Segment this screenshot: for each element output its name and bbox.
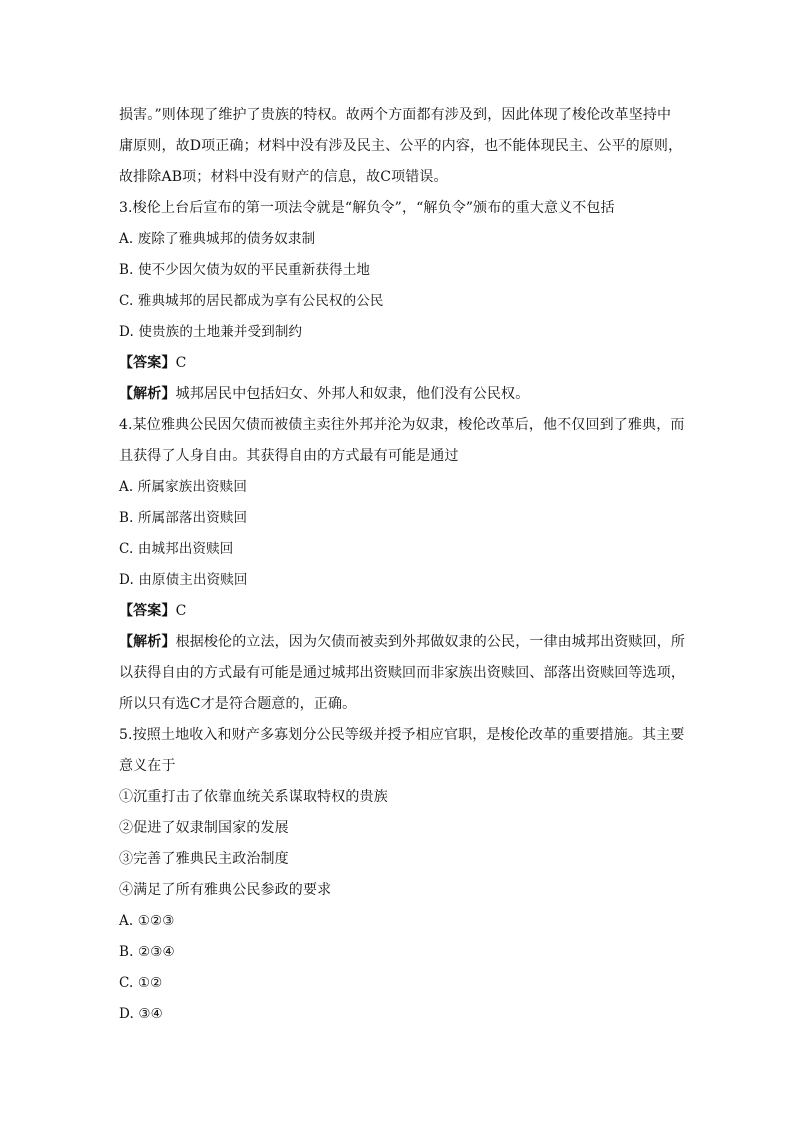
answer-value: C [175,603,187,619]
analysis-tag: 【解析】 [119,386,176,402]
question-4-analysis-line: 所以只有选C才是符合题意的，正确。 [119,696,357,712]
document-body [119,100,686,1030]
question-5-option-a: A. ①②③ [119,913,175,929]
question-5-item: ②促进了奴隶制国家的发展 [119,820,289,836]
question-4-stem-line: 且获得了人身自由。其获得自由的方式最有可能是通过 [119,448,459,464]
question-5-option-c: C. ①② [119,975,163,991]
question-5-item: ①沉重打击了依靠血统关系谋取特权的贵族 [119,789,388,805]
question-4-option-b: B. 所属部落出资赎回 [119,510,248,526]
question-5-option-b: B. ②③④ [119,944,175,960]
question-3-option-c: C. 雅典城邦的居民都成为享有公民权的公民 [119,293,384,309]
question-5-item: ④满足了所有雅典公民参政的要求 [119,882,332,898]
question-3-stem: 3.梭伦上台后宣布的第一项法令就是“解负令”，“解负令”颁布的重大意义不包括 [119,200,615,216]
answer-tag: 【答案】 [119,355,176,371]
question-4-option-a: A. 所属家族出资赎回 [119,479,247,495]
text-line: 庸原则，故D项正确；材料中没有涉及民主、公平的内容，也不能体现民主、公平的原则， [119,138,683,154]
analysis-text: 城邦居民中包括妇女、外邦人和奴隶，他们没有公民权。 [175,386,530,402]
question-3-option-a: A. 废除了雅典城邦的债务奴隶制 [119,231,316,247]
question-4-stem-line: 4.某位雅典公民因欠债而被债主卖往外邦并沦为奴隶，梭伦改革后，他不仅回到了雅典，而 [119,417,685,433]
question-3-option-d: D. 使贵族的土地兼并受到制约 [119,324,303,340]
question-4-option-d: D. 由原债主出资赎回 [119,572,248,588]
question-5-stem-line: 5.按照土地收入和财产多寡划分公民等级并授予相应官职，是梭伦改革的重要措施。其主要 [119,727,685,743]
analysis-tag: 【解析】 [119,634,176,650]
question-5-item: ③完善了雅典民主政治制度 [119,851,289,867]
question-3-option-b: B. 使不少因欠债为奴的平民重新获得土地 [119,262,371,278]
question-3-analysis [119,379,679,410]
question-3-answer [119,348,679,379]
question-4-analysis-line: 以获得自由的方式最有可能是通过城邦出资赎回而非家族出资赎回、部落出资赎回等选项， [119,665,685,681]
question-5-option-d: D. ③④ [119,1006,163,1022]
question-4-answer [119,596,679,627]
answer-value: C [175,355,187,371]
question-4-option-c: C. 由城邦出资赎回 [119,541,234,557]
text-line: 损害。”则体现了维护了贵族的特权。故两个方面都有涉及到，因此体现了梭伦改革坚持中 [119,107,672,123]
question-4-analysis [119,627,686,658]
text-line: 故排除AB项；材料中没有财产的信息，故C项错误。 [119,169,448,185]
analysis-text: 根据梭伦的立法，因为欠债而被卖到外邦做奴隶的公民，一律由城邦出资赎回，所 [175,634,686,650]
answer-tag: 【答案】 [119,603,176,619]
question-5-stem-line: 意义在于 [119,758,176,774]
